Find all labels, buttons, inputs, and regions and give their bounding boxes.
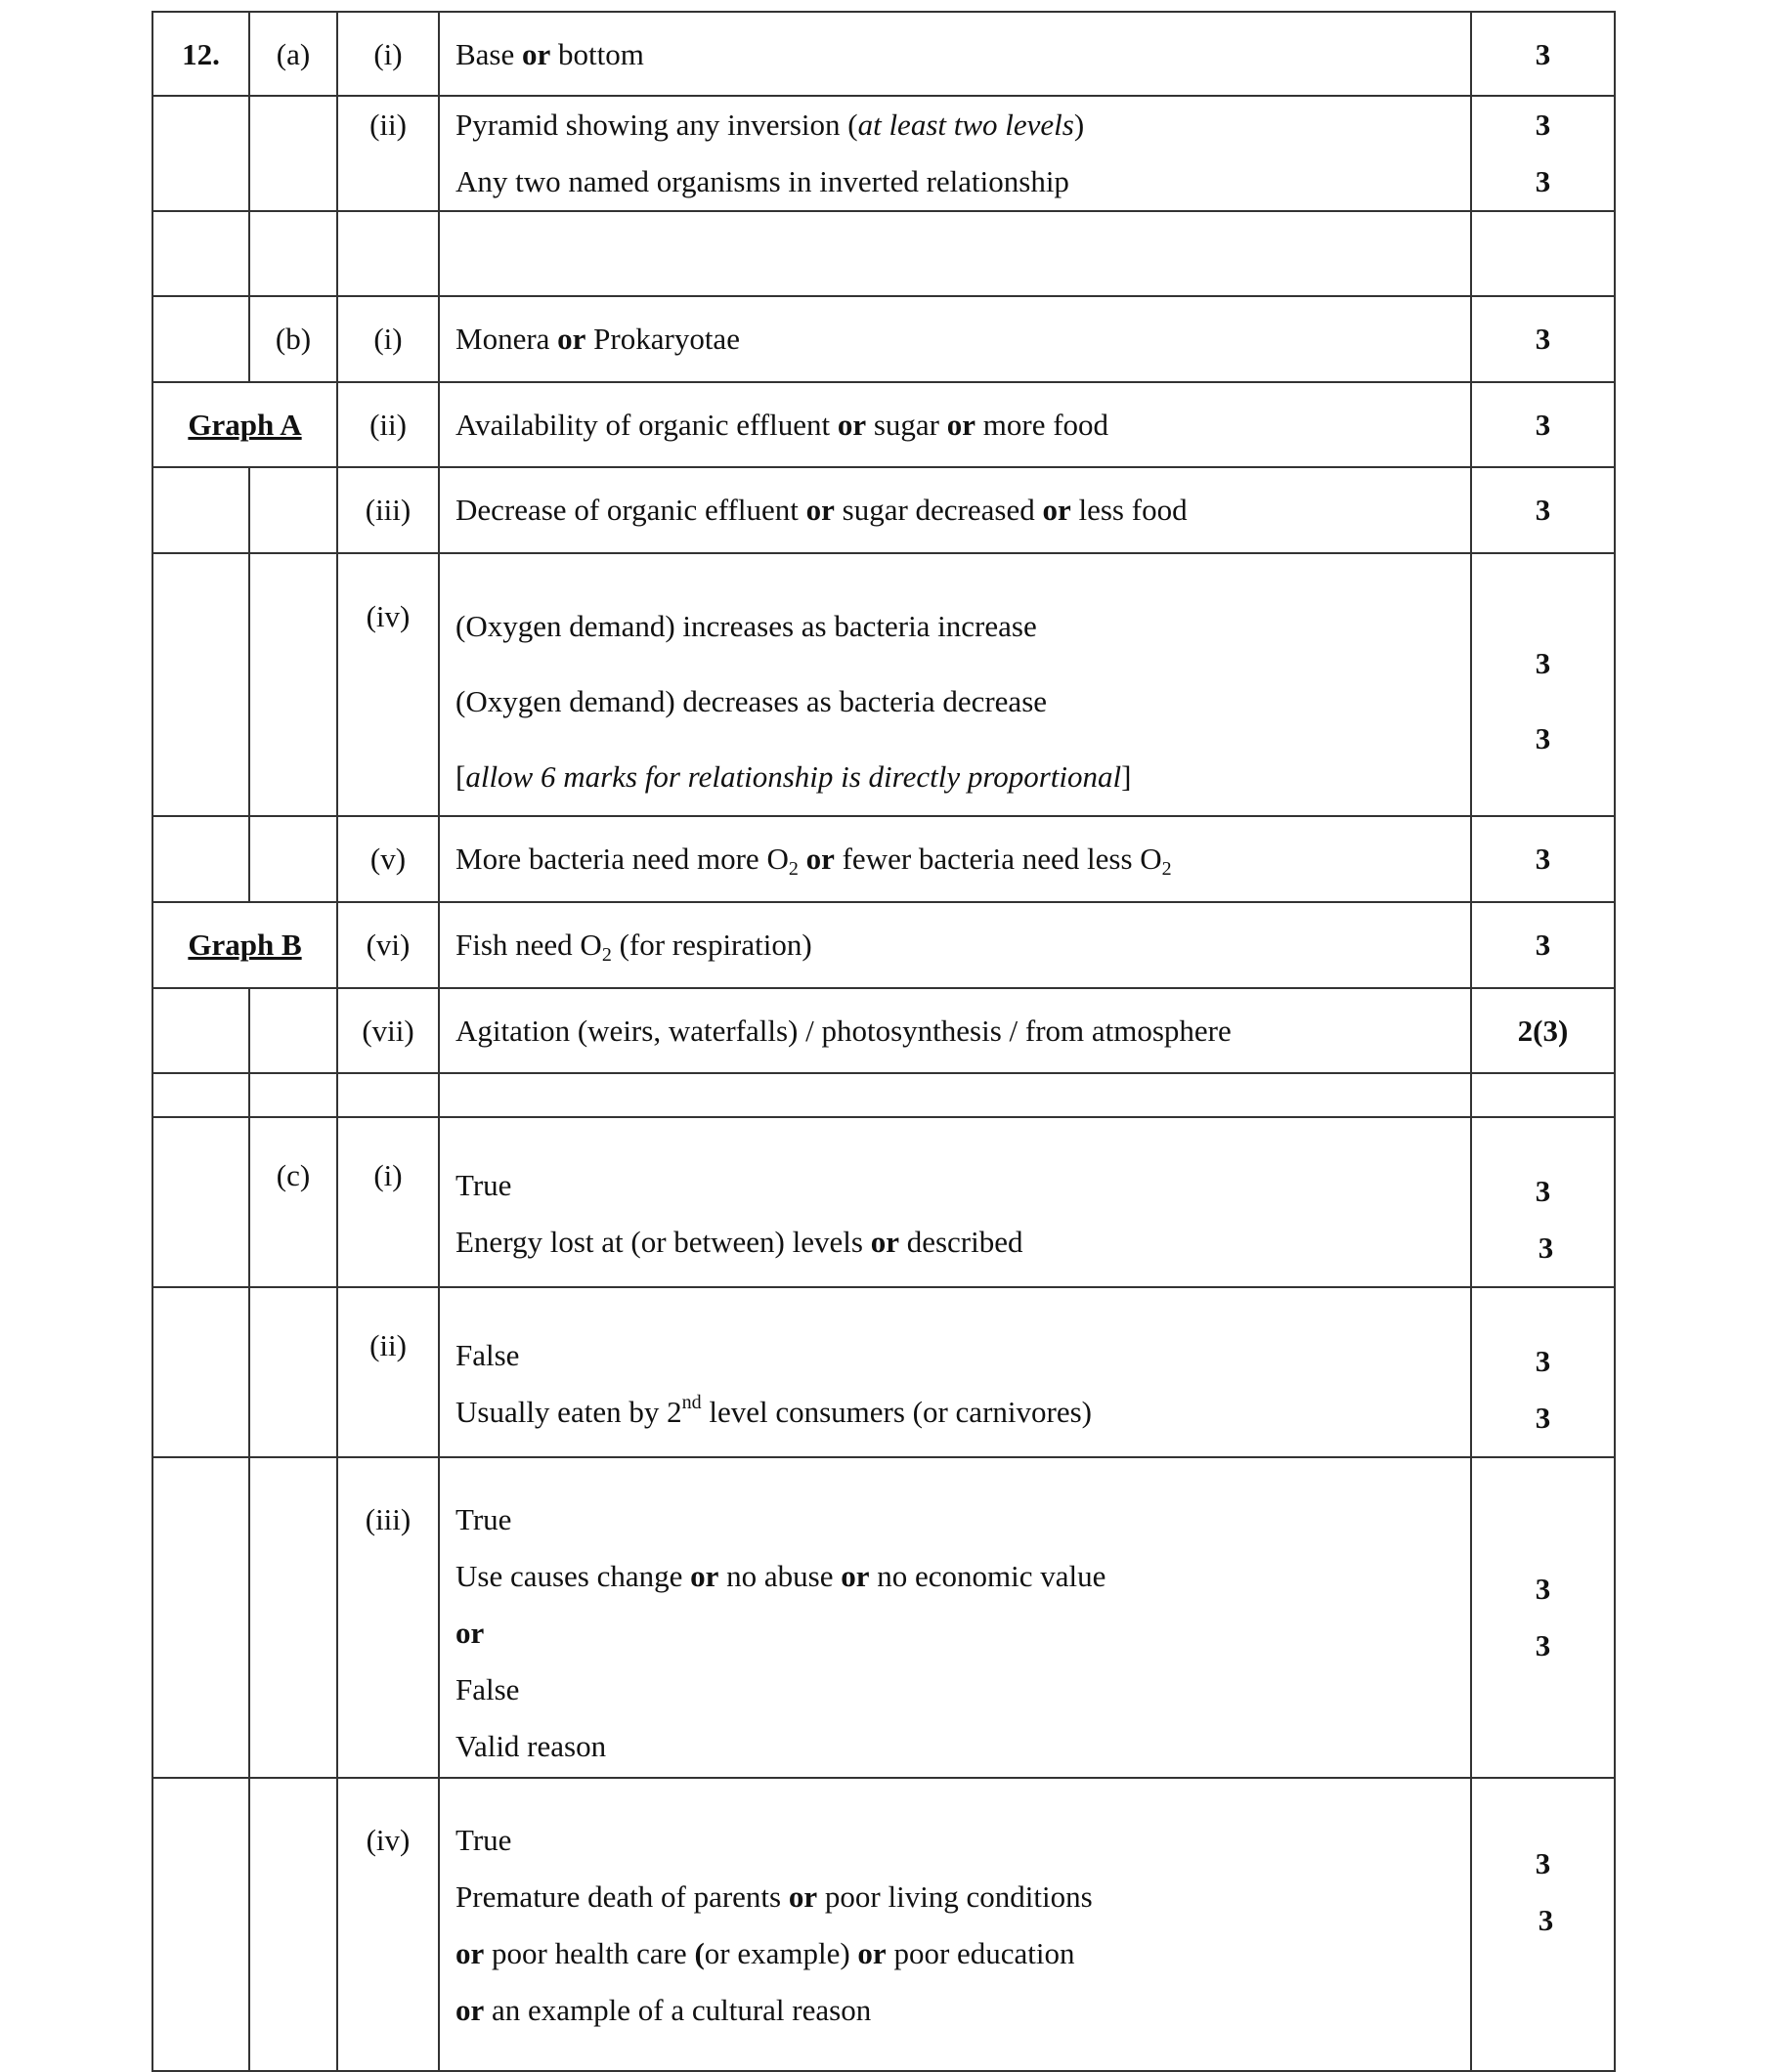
subpart-label: (v) (337, 816, 439, 902)
table-row (152, 296, 1615, 382)
table-row (152, 1778, 1615, 2071)
graph-a-label: Graph A (152, 382, 337, 467)
answer-cell: True Premature death of parents or poor living conditions or poor health care (or example) or poor education or an example of a cultural reason (439, 1778, 1471, 2071)
table-row-blank (152, 1073, 1615, 1117)
table-row (152, 382, 1615, 467)
subpart-label: (ii) (337, 96, 439, 211)
marks-cell: 3 (1471, 296, 1615, 382)
answer-cell: Decrease of organic effluent or sugar decreased or less food (439, 467, 1471, 553)
marks-cell: 3 (1471, 467, 1615, 553)
answer-cell: More bacteria need more $O_2$ or fewer bacteria need less $O_2$ (439, 816, 1471, 902)
table-row (152, 1117, 1615, 1287)
marks-cell: 3 (1471, 816, 1615, 902)
answer-text: Base (455, 37, 523, 71)
answer-cell: Fish need $O_2$ (for respiration) (439, 902, 1471, 988)
marks-cell: 3 3 (1471, 1117, 1615, 1287)
table-row (152, 1287, 1615, 1457)
answer-cell: False Usually eaten by 2nd level consumers (or carnivores) (439, 1287, 1471, 1457)
table-row (152, 1457, 1615, 1778)
answer-text: bottom (550, 37, 644, 71)
subpart-label: (vii) (337, 988, 439, 1073)
table-row (152, 553, 1615, 816)
answer-cell: Agitation (weirs, waterfalls) / photosynthesis / from atmosphere (439, 988, 1471, 1073)
subpart-label: (i) (337, 296, 439, 382)
marks-cell: 3 3 (1471, 1457, 1615, 1778)
or-keyword: or (522, 37, 551, 71)
answer-cell: True Energy lost at (or between) levels or described (439, 1117, 1471, 1287)
subpart-label: (ii) (337, 382, 439, 467)
subpart-label: (iv) (337, 553, 439, 816)
question-number: 12. (152, 12, 249, 96)
marks-cell: 3 (1471, 902, 1615, 988)
answer-cell (439, 96, 1471, 211)
subpart-label: (iii) (337, 467, 439, 553)
answer-cell: Monera or Prokaryotae (439, 296, 1471, 382)
marks-cell: 3 3 (1471, 96, 1615, 211)
table-row (152, 467, 1615, 553)
table-row (152, 96, 1615, 211)
subpart-label: (i) (337, 1117, 439, 1287)
table-row (152, 12, 1615, 96)
marks-cell: 3 3 (1471, 1287, 1615, 1457)
subpart-label: (ii) (337, 1287, 439, 1457)
answer-cell (439, 12, 1471, 96)
marks-cell: 2(3) (1471, 988, 1615, 1073)
subpart-label: (i) (337, 12, 439, 96)
marks-cell: 3 (1471, 382, 1615, 467)
answer-cell: True Use causes change or no abuse or no economic value or False Valid reason (439, 1457, 1471, 1778)
part-label: (a) (249, 12, 337, 96)
marks-cell: 3 (1471, 12, 1615, 96)
table-row-blank (152, 211, 1615, 296)
table-row (152, 988, 1615, 1073)
subpart-label: (vi) (337, 902, 439, 988)
marks-cell: 3 3 (1471, 1778, 1615, 2071)
marking-scheme-table (152, 11, 1616, 2072)
subpart-label: (iv) (337, 1778, 439, 2071)
part-label: (b) (249, 296, 337, 382)
marks-cell: 3 3 (1471, 553, 1615, 816)
answer-cell: Availability of organic effluent or sugar or more food (439, 382, 1471, 467)
answer-cell: (Oxygen demand) increases as bacteria increase (Oxygen demand) decreases as bacteria decrease [allow 6 marks for relationship is directly proportional] (439, 553, 1471, 816)
table-row (152, 816, 1615, 902)
answer-line: Any two named organisms in inverted relationship (455, 164, 1069, 198)
subpart-label: (iii) (337, 1457, 439, 1778)
answer-line: Pyramid showing any inversion (at least two levels) (455, 108, 1085, 142)
table-row (152, 902, 1615, 988)
graph-b-label: Graph B (152, 902, 337, 988)
part-label: (c) (249, 1117, 337, 1287)
